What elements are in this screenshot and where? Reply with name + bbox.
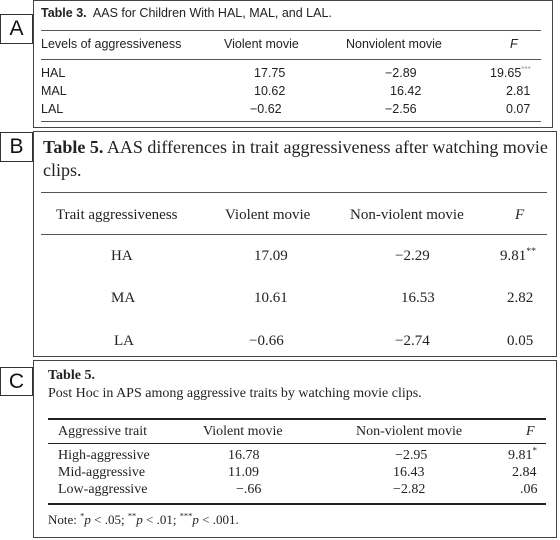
panel-b-row-f: 0.05 <box>507 333 534 349</box>
panel-a-header-nonviolent: Nonviolent movie <box>346 37 442 51</box>
panel-c-row-nonviolent: −2.82 <box>393 482 426 497</box>
panel-a-row-label: HAL <box>41 66 66 80</box>
panel-b-row-f-sig: ** <box>526 246 536 257</box>
panel-a-header-f: F <box>510 37 518 51</box>
panel-c-header-nonviolent: Non-violent movie <box>356 424 463 439</box>
panel-a-title <box>41 6 332 20</box>
panel-c-row-violent: 16.78 <box>228 448 260 463</box>
panel-c-header-violent: Violent movie <box>203 424 283 439</box>
panel-b-row-f-value: 9.81 <box>500 248 527 264</box>
panel-c-row-violent: 11.09 <box>228 465 259 480</box>
panel-c-rule-bottom <box>48 503 546 505</box>
panel-b-header-violent: Violent movie <box>225 207 311 223</box>
panel-a-row-nonviolent: −2.56 <box>385 102 417 116</box>
panel-a-row-nonviolent: −2.89 <box>385 66 417 80</box>
panel-a-title-text: AAS for Children With HAL, MAL, and LAL. <box>92 6 332 20</box>
panel-c-note-threshold-2: < .01; <box>142 512 180 527</box>
panel-a-row-violent: −0.62 <box>250 102 282 116</box>
panel-a-title-number: Table 3. <box>41 6 87 20</box>
panel-a-row-violent: 10.62 <box>254 84 286 98</box>
panel-a-row-f <box>490 66 531 80</box>
panel-c-row-label: Low-aggressive <box>58 482 148 497</box>
panel-a-rule-top <box>41 30 541 31</box>
panel-c-note-threshold-3: < .001. <box>198 512 239 527</box>
panel-c-rule-top <box>48 418 546 420</box>
panel-b-rule-mid <box>41 234 547 235</box>
panel-c-note <box>48 512 239 528</box>
panel-b-row-violent: 17.09 <box>254 248 288 264</box>
panel-b-header-f: F <box>515 207 525 223</box>
panel-c-row-label: Mid-aggressive <box>58 465 146 480</box>
panel-c-note-p-3: p <box>192 512 199 527</box>
panel-a-header-violent: Violent movie <box>224 37 299 51</box>
panel-a-row-f: 0.07 <box>506 102 531 116</box>
panel-c-row-label: High-aggressive <box>58 448 150 463</box>
panel-b-row-violent: 10.61 <box>254 290 288 306</box>
panel-c-label: C <box>0 367 33 396</box>
panel-a-row-label: LAL <box>41 102 64 116</box>
panel-a-row-f: 2.81 <box>506 84 531 98</box>
panel-c-note-p-2: p <box>136 512 143 527</box>
panel-c-rule-mid <box>48 443 546 444</box>
panel-b-row-nonviolent: −2.29 <box>395 248 430 264</box>
panel-b-row-label: MA <box>111 290 136 306</box>
panel-b-header-label: Trait aggressiveness <box>56 207 178 223</box>
panel-a-label: A <box>0 14 33 44</box>
panel-a-rule-mid <box>41 59 541 60</box>
panel-c-note-sig-1: * <box>80 510 85 521</box>
panel-b-label: B <box>0 132 33 162</box>
panel-c-note-threshold-1: < .05; <box>90 512 128 527</box>
panel-c-row-f-value: 9.81 <box>508 448 533 463</box>
panel-c-subtitle: Post Hoc in APS among aggressive traits by watching movie clips. <box>48 386 422 401</box>
panel-b-title <box>43 136 553 182</box>
panel-b-row-f: 2.82 <box>507 290 534 306</box>
panel-a-row-f-value: 19.65 <box>490 66 522 80</box>
panel-b-header-nonviolent: Non-violent movie <box>350 207 464 223</box>
panel-c-row-f: .06 <box>520 482 538 497</box>
panel-a-row-violent: 17.75 <box>254 66 286 80</box>
panel-b-row-violent: −0.66 <box>249 333 284 349</box>
panel-b-rule-top <box>41 192 547 193</box>
panel-c-note-sig-3: *** <box>179 510 193 521</box>
panel-c-row-nonviolent: −2.95 <box>395 448 428 463</box>
panel-a-row-nonviolent: 16.42 <box>390 84 422 98</box>
panel-c-note-prefix: Note: <box>48 512 81 527</box>
panel-c-row-f-sig: * <box>532 445 538 456</box>
panel-a-rule-bottom <box>41 121 541 122</box>
panel-c-header-label: Aggressive trait <box>58 424 148 439</box>
panel-a-row-f-sig: *** <box>521 64 531 74</box>
panel-c-title: Table 5. <box>48 368 95 383</box>
panel-b-row-label: LA <box>114 333 134 349</box>
panel-b-row-f <box>500 248 536 265</box>
panel-c-row-f <box>508 445 538 464</box>
panel-b-title-text: AAS differences in trait aggressiveness after watching movie clips. <box>43 137 548 180</box>
panel-c-note-p-1: p <box>84 512 91 527</box>
panel-c-row-violent: −.66 <box>236 482 262 497</box>
panel-a-header-label: Levels of aggressiveness <box>41 37 182 51</box>
panel-a-row-label: MAL <box>41 84 67 98</box>
panel-c-note-sig-2: ** <box>127 510 137 521</box>
panel-c-row-nonviolent: 16.43 <box>393 465 425 480</box>
panel-b-title-number: Table 5. <box>43 137 104 157</box>
panel-c-header-f: F <box>526 424 535 439</box>
panel-c-row-f: 2.84 <box>512 465 537 480</box>
panel-b-row-nonviolent: −2.74 <box>395 333 430 349</box>
panel-b-row-nonviolent: 16.53 <box>401 290 435 306</box>
panel-b-row-label: HA <box>111 248 133 264</box>
